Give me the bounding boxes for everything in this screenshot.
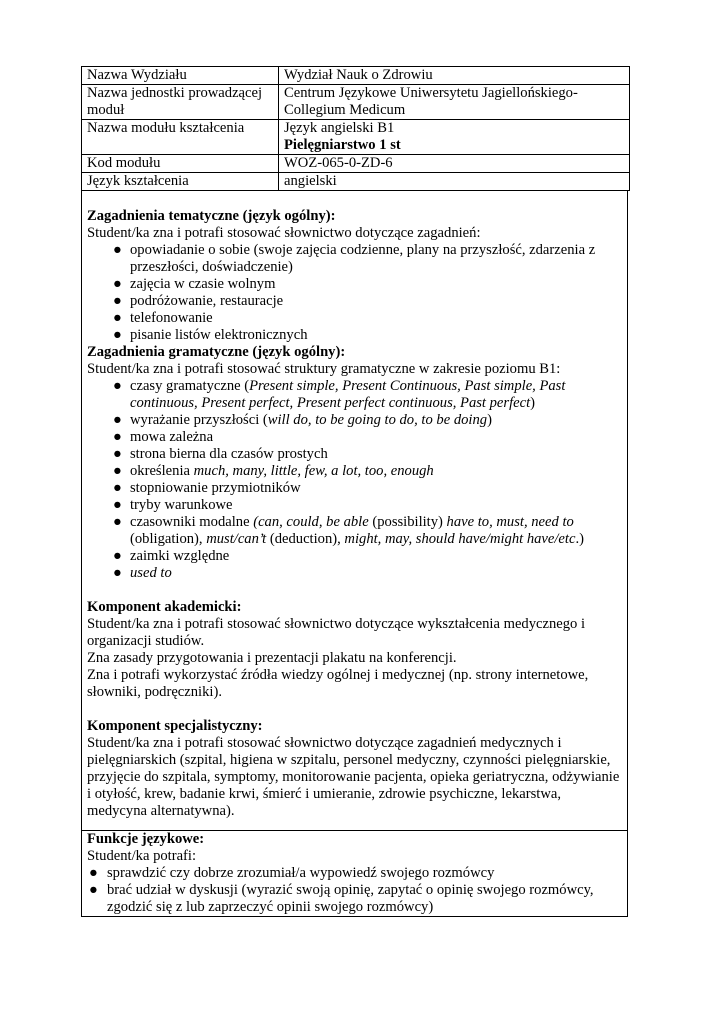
list-item-text: zaimki względne <box>130 548 230 564</box>
table-row <box>82 173 630 191</box>
grammar-heading: Zagadnienia gramatyczne (język ogólny): <box>87 344 346 360</box>
table-row <box>82 85 630 120</box>
module-code-value: WOZ-065-0-ZD-6 <box>279 155 630 173</box>
bullet-icon: ● <box>113 276 122 292</box>
list-item <box>87 276 623 293</box>
list-item-text: (obligation), <box>130 531 207 547</box>
bullet-icon: ● <box>113 446 122 462</box>
list-item-text: brać udział w dyskusji (wyrazić swoją opinię, zapytać o opinię swojego rozmówcy, zgodzić się z lub zaprzeczyć opinii swojego rozmówcy) <box>107 882 594 915</box>
grammar-intro: Student/ka zna i potrafi stosować struktury gramatyczne w zakresie poziomu B1: <box>87 361 561 377</box>
language-functions-section <box>81 831 628 917</box>
table-row <box>82 155 630 173</box>
list-item-text: (possibility) <box>372 514 447 530</box>
list-item <box>87 327 623 344</box>
list-item-text: used to <box>130 565 172 581</box>
list-item-text: (deduction), <box>269 531 345 547</box>
faculty-label: Nazwa Wydziału <box>82 67 279 85</box>
bullet-icon: ● <box>113 463 122 479</box>
academic-heading: Komponent akademicki: <box>87 599 242 615</box>
list-item-text: must/can’t <box>206 531 270 547</box>
bullet-icon: ● <box>89 865 98 881</box>
list-item <box>87 310 623 327</box>
functions-list <box>87 865 623 916</box>
list-item-text: wyrażanie przyszłości ( <box>130 412 268 428</box>
unit-value: Centrum Językowe Uniwersytetu Jagiellońskiego-Collegium Medicum <box>279 85 630 120</box>
thematic-list <box>87 242 623 344</box>
bullet-icon: ● <box>113 514 122 530</box>
functions-intro: Student/ka potrafi: <box>87 848 197 864</box>
module-name-label: Nazwa modułu kształcenia <box>82 120 279 155</box>
list-item-text: podróżowanie, restauracje <box>130 293 284 309</box>
functions-heading: Funkcje językowe: <box>87 831 205 847</box>
list-item <box>87 293 623 310</box>
list-item-text: mowa zależna <box>130 429 214 445</box>
list-item-text: ) <box>487 412 492 428</box>
bullet-icon: ● <box>113 378 122 394</box>
list-item-text: Present simple, Present Continuous, Past simple, Past continuous, Present perfect, Present perfect continuous, Past perfect <box>130 378 566 411</box>
list-item-text: zajęcia w czasie wolnym <box>130 276 276 292</box>
list-item <box>87 480 623 497</box>
list-item <box>87 412 623 429</box>
list-item <box>87 497 623 514</box>
list-item-text: stopniowanie przymiotników <box>130 480 301 496</box>
list-item <box>87 882 623 916</box>
list-item-text: will do, to be going to do, to be doing <box>267 412 488 428</box>
list-item <box>87 565 623 582</box>
module-name-value <box>279 120 630 155</box>
list-item-text: might, may, should have/might have/etc <box>344 531 576 547</box>
bullet-icon: ● <box>113 497 122 513</box>
module-info-table <box>81 66 630 191</box>
specialist-heading: Komponent specjalistyczny: <box>87 718 263 734</box>
bullet-icon: ● <box>113 565 122 581</box>
bullet-icon: ● <box>113 548 122 564</box>
specialist-paragraph: Student/ka zna i potrafi stosować słownictwo dotyczące zagadnień medycznych i pielęgniarskich (szpital, higiena w szpitalu, personel medyczny, czynności pielęgniarskie, przyjęcie do szpitala, symptomy, monitorowanie pacjenta, opieka geriatryczna, odżywianie i otyłość, krew, badanie krwi, śmierć i umieranie, zdrowie psychiczne, lekarstwa, medycyna alternatywna). <box>87 735 620 819</box>
bullet-icon: ● <box>113 480 122 496</box>
module-name-bold: Pielęgniarstwo 1 st <box>284 137 401 153</box>
thematic-heading: Zagadnienia tematyczne (język ogólny): <box>87 208 336 224</box>
syllabus-document <box>81 66 630 917</box>
list-item-text: telefonowanie <box>130 310 213 326</box>
list-item-text: have to, must, need to <box>446 514 574 530</box>
bullet-icon: ● <box>113 327 122 343</box>
list-item <box>87 463 623 480</box>
list-item <box>87 865 623 882</box>
bullet-icon: ● <box>113 293 122 309</box>
list-item-text: czasy gramatyczne ( <box>130 378 250 394</box>
thematic-intro: Student/ka zna i potrafi stosować słownictwo dotyczące zagadnień: <box>87 225 481 241</box>
list-item-text: ) <box>530 395 536 411</box>
content-section <box>81 191 628 831</box>
list-item-text: tryby warunkowe <box>130 497 233 513</box>
module-name-line: Język angielski B1 <box>284 120 395 136</box>
bullet-icon: ● <box>113 242 122 258</box>
bullet-icon: ● <box>113 412 122 428</box>
academic-paragraph: Zna zasady przygotowania i prezentacji plakatu na konferencji. <box>87 650 457 666</box>
list-item <box>87 242 623 276</box>
faculty-value: Wydział Nauk o Zdrowiu <box>279 67 630 85</box>
list-item <box>87 378 623 412</box>
list-item-text: określenia <box>130 463 194 479</box>
module-code-label: Kod modułu <box>82 155 279 173</box>
table-row <box>82 67 630 85</box>
bullet-icon: ● <box>113 429 122 445</box>
list-item-text: sprawdzić czy dobrze zrozumiał/a wypowiedź swojego rozmówcy <box>107 865 495 881</box>
list-item-text: strona bierna dla czasów prostych <box>130 446 328 462</box>
bullet-icon: ● <box>113 310 122 326</box>
grammar-list <box>87 378 623 582</box>
list-item <box>87 429 623 446</box>
language-value: angielski <box>279 173 630 191</box>
list-item <box>87 446 623 463</box>
language-label: Język kształcenia <box>82 173 279 191</box>
bullet-icon: ● <box>89 882 98 898</box>
table-row <box>82 120 630 155</box>
list-item-text: opowiadanie o sobie (swoje zajęcia codzienne, plany na przyszłość, zdarzenia z przeszłości, doświadczenie) <box>130 242 596 275</box>
academic-paragraph: Student/ka zna i potrafi stosować słownictwo dotyczące wykształcenia medycznego i organizacji studiów. <box>87 616 586 649</box>
academic-paragraph: Zna i potrafi wykorzystać źródła wiedzy ogólnej i medycznej (np. strony internetowe, słowniki, podręczniki). <box>87 667 589 700</box>
unit-label: Nazwa jednostki prowadzącej moduł <box>82 85 279 120</box>
list-item-text: .) <box>575 531 584 547</box>
list-item <box>87 514 623 548</box>
list-item-text: much, many, little, few, a lot, too, enough <box>193 463 434 479</box>
list-item-text: czasowniki modalne <box>130 514 254 530</box>
list-item-text: pisanie listów elektronicznych <box>130 327 308 343</box>
list-item <box>87 548 623 565</box>
list-item-text: (can, could, be able <box>253 514 373 530</box>
